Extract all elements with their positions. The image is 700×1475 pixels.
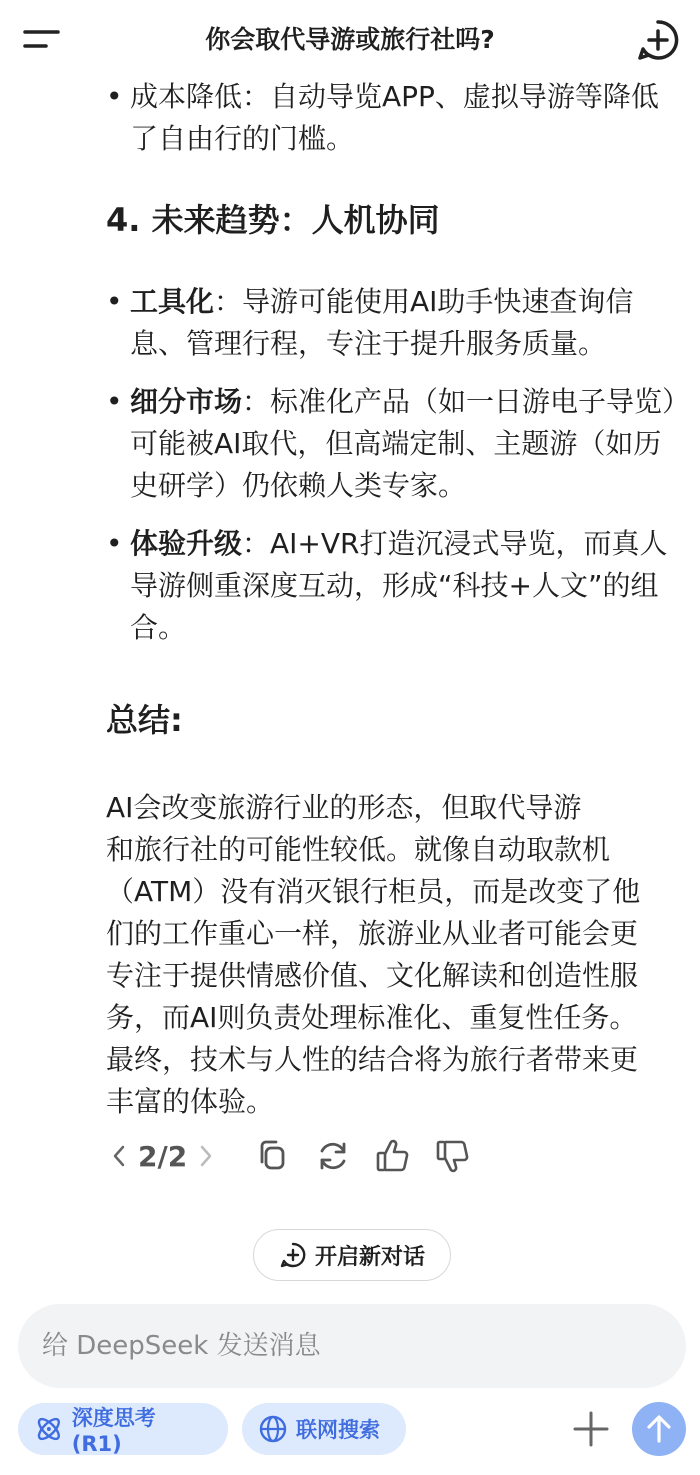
bullet-tooling: [0, 281, 700, 365]
bullet-dot: •: [106, 285, 123, 318]
bullet-label: 细分市场: [130, 385, 243, 418]
new-chat-label: 开启新对话: [314, 1244, 425, 1270]
web-search-toggle[interactable]: [242, 1403, 406, 1455]
bullet-market-segment: [0, 381, 700, 507]
summary-line: AI会改变旅游行业的形态，但取代导游: [106, 791, 582, 824]
bullet-label: 工具化: [130, 285, 215, 318]
thumbs-up-icon[interactable]: [373, 1136, 413, 1176]
bullet-text: ：AI+VR打造沉浸式导览，而真人导游侧重深度互动，形成“科技+人文”的组合。: [130, 527, 668, 644]
bullet-cost-reduction: [0, 76, 700, 160]
bullet-text: ：标准化产品（如一日游电子导览）可能被AI取代，但高端定制、主题游（如历史研学）仍依赖人类专家。: [130, 385, 677, 502]
response-pager: [106, 1138, 219, 1174]
bullet-experience-upgrade: [0, 523, 700, 649]
send-button[interactable]: [632, 1402, 686, 1456]
previous-response-button[interactable]: [106, 1138, 132, 1174]
message-input[interactable]: [40, 1330, 644, 1362]
summary-paragraph: [0, 787, 700, 1123]
regenerate-icon[interactable]: [313, 1136, 353, 1176]
summary-line: 和旅行社的可能性较低。就像自动取款机: [106, 833, 611, 866]
new-chat-icon[interactable]: [636, 18, 680, 62]
summary-heading: 总结:: [106, 701, 183, 739]
summary-line: 务，而AI则负责处理标准化、重复性任务。: [106, 1001, 638, 1034]
assistant-message: [0, 76, 700, 1123]
summary-line: 专注于提供情感价值、文化解读和创造性服: [106, 959, 639, 992]
summary-line: 丰富的体验。: [106, 1085, 275, 1118]
bullet-label: 体验升级: [130, 527, 243, 560]
bullet-dot: •: [106, 385, 123, 418]
new-chat-button[interactable]: [253, 1229, 451, 1281]
thumbs-down-icon[interactable]: [433, 1136, 473, 1176]
bullet-dot: •: [106, 80, 123, 113]
copy-icon[interactable]: [253, 1136, 293, 1176]
message-input-container: [18, 1304, 686, 1388]
bullet-dot: •: [106, 527, 123, 560]
summary-line: （ATM）没有消灭银行柜员，而是改变了他: [106, 875, 641, 908]
summary-line: 最终，技术与人性的结合将为旅行者带来更: [106, 1043, 639, 1076]
top-bar: [0, 0, 700, 80]
bullet-text: ：导游可能使用AI助手快速查询信息、管理行程，专注于提升服务质量。: [130, 285, 634, 360]
message-actions: [106, 1134, 473, 1178]
bullet-text: 成本降低：自动导览APP、虚拟导游等降低了自由行的门槛。: [130, 80, 659, 155]
summary-line: 们的工作重心一样，旅游业从业者可能会更: [106, 917, 639, 950]
next-response-button[interactable]: [193, 1138, 219, 1174]
page-title: 你会取代导游或旅行社吗?: [205, 25, 495, 54]
arrow-up-icon: [645, 1414, 673, 1444]
atom-icon: [34, 1414, 64, 1444]
section-heading-future-trend: 4. 未来趋势：人机协同: [106, 201, 440, 239]
plus-icon[interactable]: [570, 1408, 612, 1450]
new-chat-icon: [279, 1241, 307, 1269]
deep-think-label: 深度思考 (R1): [71, 1406, 156, 1456]
page-indicator: 2/2: [138, 1139, 188, 1173]
chevron-left-icon: [112, 1144, 126, 1168]
menu-icon[interactable]: [22, 24, 62, 56]
globe-icon: [258, 1414, 288, 1444]
chevron-right-icon: [199, 1144, 213, 1168]
web-search-label: 联网搜索: [296, 1418, 380, 1442]
deep-think-toggle[interactable]: [18, 1403, 228, 1455]
